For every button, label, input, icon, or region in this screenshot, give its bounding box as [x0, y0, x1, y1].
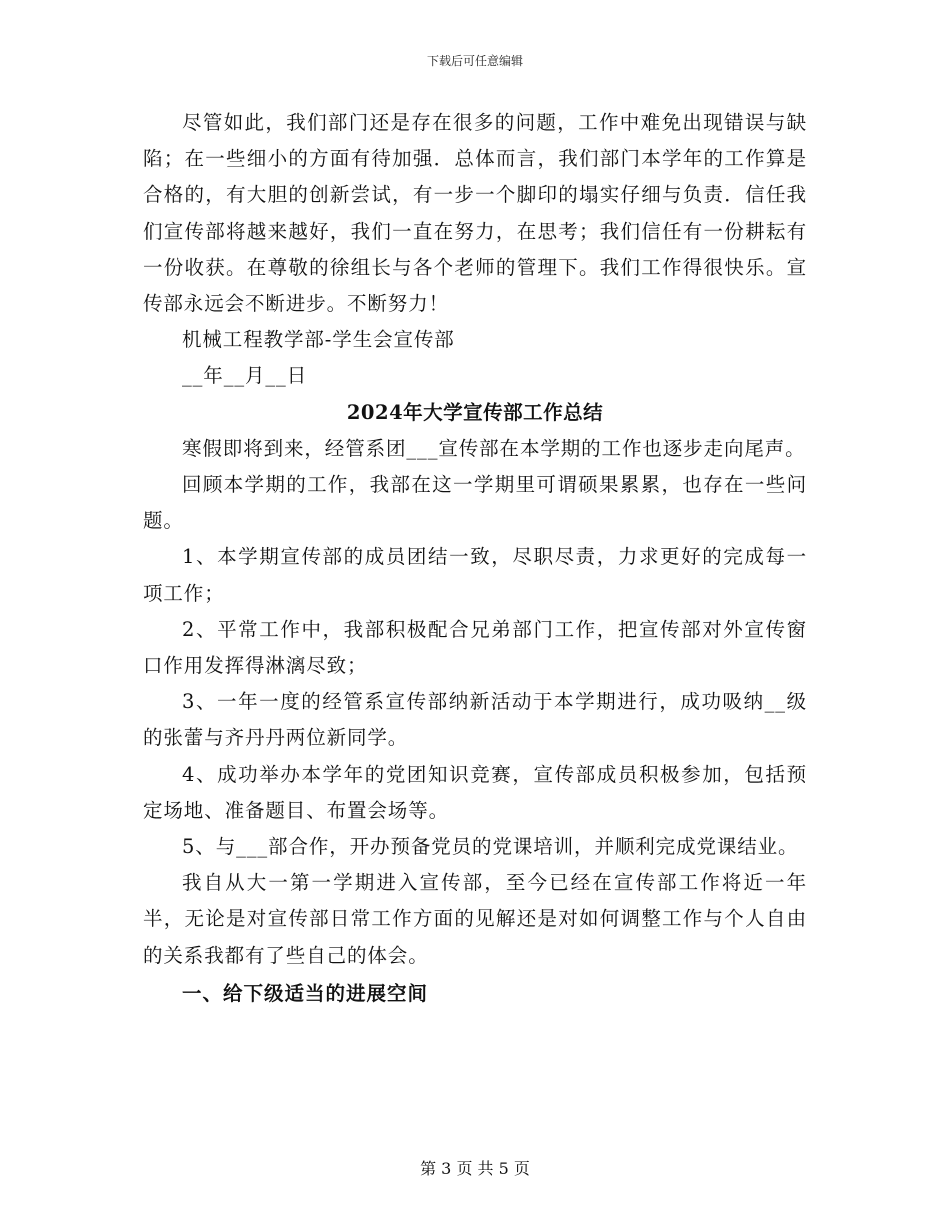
document-title: 2024年大学宣传部工作总结 [346, 400, 604, 424]
list-item-2: 2、平常工作中，我部积极配合兄弟部门工作，把宣传部对外宣传窗口作用发挥得淋漓尽致； [143, 617, 807, 678]
page-header: 下载后可任意编辑 [426, 54, 523, 68]
paragraph-summary: 尽管如此，我们部门还是存在很多的问题，工作中难免出现错误与缺陷；在一些细小的方面有待加强．总体而言，我们部门本学年的工作算是合格的，有大胆的创新尝试，有一步一个脚印的塌实仔细与负责．信任我们宣传部将越来越好，我们一直在努力，在思考；我们信任有一份耕耘有一份收获。在尊敬的徐组长与各个老师的管理下。我们工作得很快乐。宣传部永远会不断进步。不断努力！ [143, 111, 807, 316]
paragraph-intro: 寒假即将到来，经管系团___宣传部在本学期的工作也逐步走向尾声。 [182, 436, 806, 460]
paragraph-review: 回顾本学期的工作，我部在这一学期里可谓硕果累累，也存在一些问题。 [143, 473, 807, 533]
list-item-4: 4、成功举办本学年的党团知识竞赛，宣传部成员积极参加，包括预定场地、准备题目、布置会场等。 [143, 762, 807, 822]
section-heading-1: 一、给下级适当的进展空间 [182, 981, 429, 1005]
date-line: __年__月__日 [182, 364, 308, 388]
list-item-3: 3、一年一度的经管系宣传部纳新活动于本学期进行，成功吸纳__级的张蕾与齐丹丹两位新同学。 [143, 690, 807, 750]
page-number: 第 3 页 共 5 页 [420, 1159, 530, 1178]
list-item-5: 5、与___部合作，开办预备党员的党课培训，并顺利完成党课结业。 [182, 835, 799, 859]
list-item-1: 1、本学期宣传部的成员团结一致，尽职尽责，力求更好的完成每一项工作； [143, 545, 807, 605]
signature-line: 机械工程教学部-学生会宣传部 [182, 328, 455, 352]
document-body [143, 105, 807, 1012]
paragraph-reflection: 我自从大一第一学期进入宣传部，至今已经在宣传部工作将近一年半，无论是对宣传部日常工作方面的见解还是对如何调整工作与个人自由的关系我都有了些自己的体会。 [143, 871, 807, 967]
